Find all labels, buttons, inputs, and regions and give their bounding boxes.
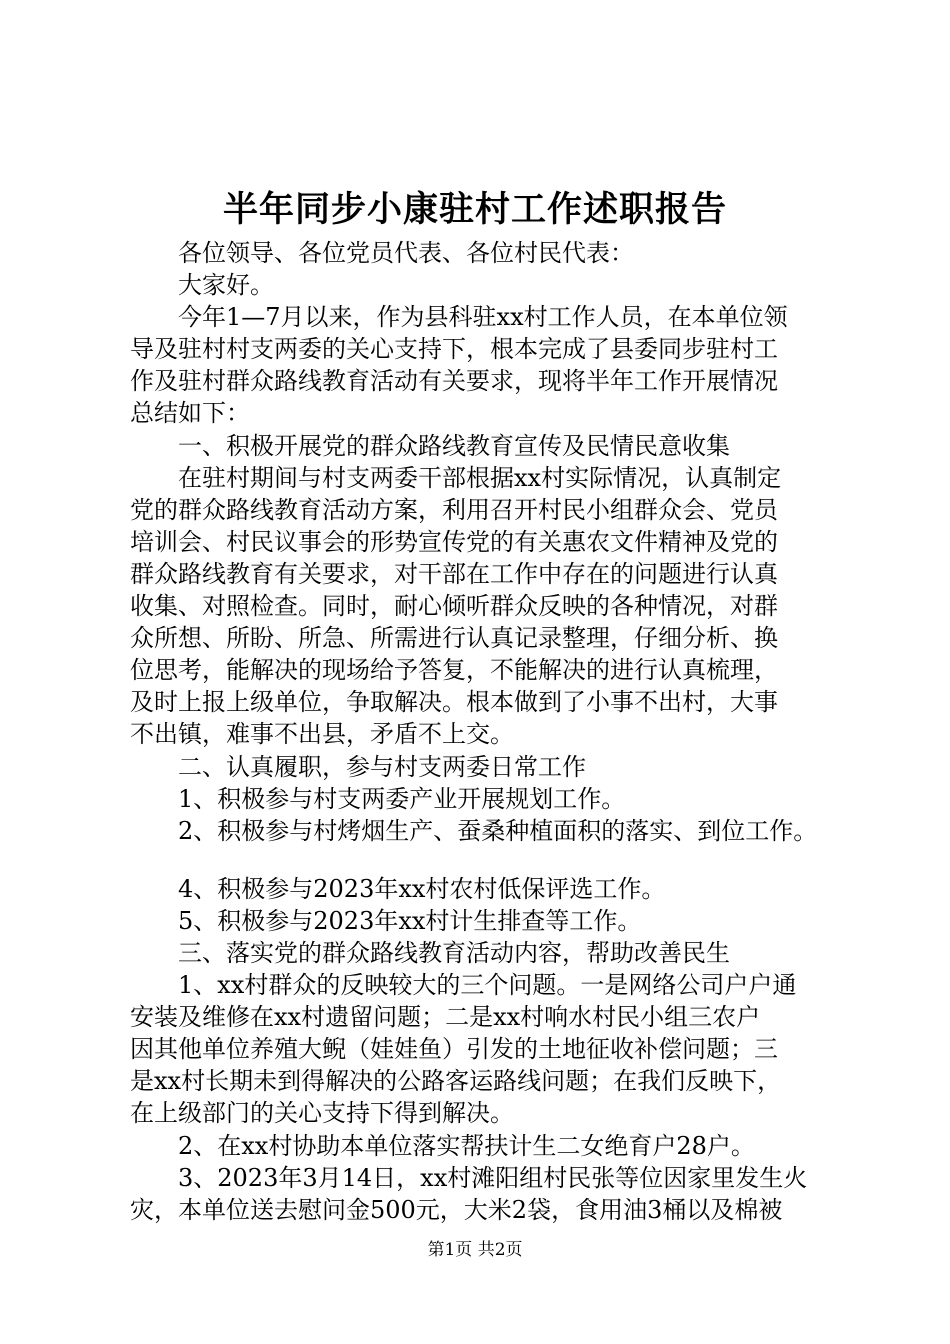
body-line: 今年1—7月以来，作为县科驻xx村工作人员，在本单位领	[178, 303, 788, 332]
list-item: 5、积极参与2023年xx村计生排查等工作。	[178, 906, 642, 935]
body-line: 安装及维修在xx村遗留问题；二是xx村响水村民小组三农户	[130, 1003, 761, 1032]
document-body	[130, 237, 840, 1226]
body-line: 作及驻村群众路线教育活动有关要求，现将半年工作开展情况	[130, 367, 778, 396]
body-line: 各位领导、各位党员代表、各位村民代表：	[178, 239, 634, 267]
body-line: 1、xx村群众的反映较大的三个问题。一是网络公司户户通	[178, 971, 797, 1000]
body-line: 在上级部门的关心支持下得到解决。	[130, 1099, 514, 1128]
list-item: 2、积极参与村烤烟生产、蚕桑种植面积的落实、到位工作。	[178, 816, 818, 845]
body-line: 培训会、村民议事会的形势宣传党的有关惠农文件精神及党的	[130, 527, 778, 556]
body-line: 众所想、所盼、所急、所需进行认真记录整理，仔细分析、换	[130, 624, 778, 653]
body-line: 导及驻村村支两委的关心支持下，根本完成了县委同步驻村工	[130, 335, 778, 364]
body-line: 在驻村期间与村支两委干部根据xx村实际情况，认真制定	[178, 463, 782, 492]
list-item: 4、积极参与2023年xx村农村低保评选工作。	[178, 874, 666, 903]
section-heading-2: 二、认真履职，参与村支两委日常工作	[178, 752, 586, 781]
body-line: 不出镇，难事不出县，矛盾不上交。	[130, 720, 514, 749]
body-line: 因其他单位养殖大鲵（娃娃鱼）引发的土地征收补偿问题；三	[130, 1035, 778, 1064]
section-heading-3: 三、落实党的群众路线教育活动内容，帮助改善民生	[178, 938, 730, 967]
body-line: 群众路线教育有关要求，对干部在工作中存在的问题进行认真	[130, 559, 778, 588]
list-item: 1、积极参与村支两委产业开展规划工作。	[178, 784, 626, 813]
body-line: 大家好。	[178, 271, 274, 300]
body-line: 收集、对照检查。同时，耐心倾听群众反映的各种情况，对群	[130, 592, 778, 621]
body-line: 及时上报上级单位，争取解决。根本做到了小事不出村，大事	[130, 688, 778, 717]
body-line: 党的群众路线教育活动方案，利用召开村民小组群众会、党员	[130, 495, 778, 524]
body-line: 灾，本单位送去慰问金500元，大米2袋，食用油3桶以及棉被	[130, 1195, 783, 1224]
list-item: 3、2023年3月14日，xx村滩阳组村民张等位因家里发生火	[178, 1163, 808, 1192]
section-heading-1: 一、积极开展党的群众路线教育宣传及民情民意收集	[178, 431, 730, 460]
body-line: 位思考，能解决的现场给予答复，不能解决的进行认真梳理，	[130, 656, 778, 685]
document-title: 半年同步小康驻村工作述职报告	[222, 189, 727, 230]
blank-gap	[130, 847, 840, 873]
list-item: 2、在xx村协助本单位落实帮扶计生二女绝育户28户。	[178, 1131, 755, 1160]
page-number-footer: 第1页 共2页	[427, 1240, 523, 1260]
body-line: 是xx村长期未到得解决的公路客运路线问题；在我们反映下，	[130, 1067, 782, 1096]
body-line: 总结如下：	[130, 399, 250, 428]
